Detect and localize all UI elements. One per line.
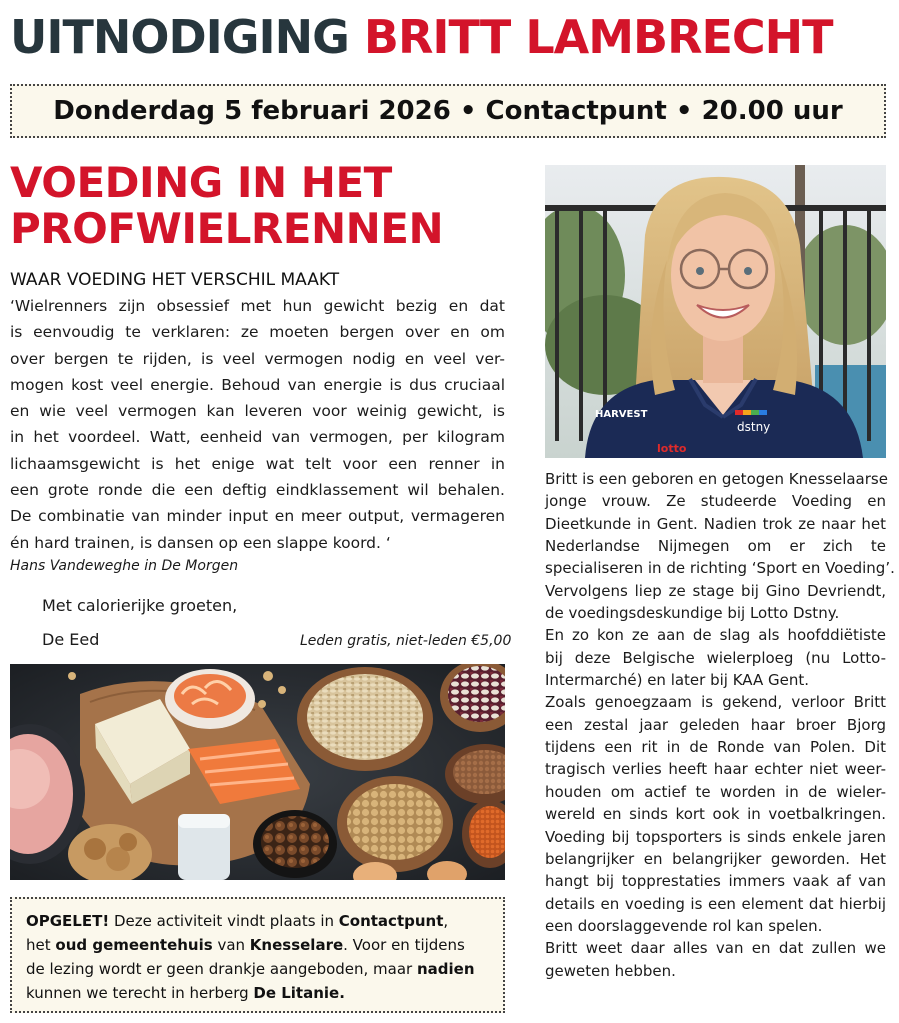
bio-line: bij deze Belgische wielerploeg (nu Lotto- (545, 648, 886, 667)
quote-line: mogen kost veel energie. Behoud van energie is dus cruciaal (10, 375, 505, 394)
notice-box (10, 897, 505, 1013)
shirt-logo-harvest: HARVEST (595, 409, 648, 420)
article-subheading: WAAR VOEDING HET VERSCHIL MAAKT (10, 270, 340, 290)
speaker-bio (545, 468, 895, 982)
notice-text: . Voor en tijdens (343, 936, 465, 954)
shirt-logo-lotto: lotto (657, 442, 687, 455)
bio-line: Voeding bij topsporters is sinds enkele jaren (545, 827, 886, 846)
portrait-photo (545, 165, 886, 458)
notice-text: , (443, 912, 449, 930)
quote-line: in het voordeel. Watt, eenheid van vermogen, per kilogram (10, 428, 505, 447)
portrait-illustration (545, 165, 886, 458)
bio-line: jonge vrouw. Ze studeerde Voeding en (545, 492, 886, 511)
notice-town: Knesselare (249, 936, 344, 954)
notice-line-2 (26, 936, 465, 954)
bio-line: Britt weet daar alles van en dat zullen we (545, 939, 886, 958)
notice-building: oud gemeentehuis (55, 936, 213, 954)
food-photo (10, 664, 505, 880)
quote-line: ‘Wielrenners zijn obsessief met hun gewicht bezig en dat (10, 297, 505, 315)
bio-line: Vervolgens liep ze stage bij Gino Devriendt, (545, 581, 886, 600)
notice-text: Deze activiteit vindt plaats in (109, 912, 339, 930)
article-headline (10, 160, 530, 252)
quote-line: over bergen te rijden, is veel vermogen nodig en veel ver- (10, 349, 505, 368)
bio-line: Intermarché) en later bij KAA Gent. (545, 671, 810, 690)
notice-venue: Contactpunt (338, 912, 444, 930)
bio-line: details en voeding is een element dat hierbij (545, 894, 886, 913)
article-quote (10, 293, 505, 556)
bio-line: Dieetkunde in Gent. Nadien trok ze naar het (545, 514, 886, 533)
notice-warning: OPGELET! (26, 912, 110, 930)
bio-line: specialiseren in de richting ‘Sport en Voeding’. (545, 559, 895, 578)
quote-line: lichaamsgewicht is het enige wat telt voor een renner in (10, 454, 505, 473)
bio-line: belangrijker en belangrijker geworden. Het (545, 849, 886, 868)
bio-line: Nederlandse Nijmegen om er zich te (545, 537, 886, 556)
bio-line: een zestal jaar geleden haar broer Bjorg (545, 715, 886, 734)
shirt-logo-dstny: dstny (737, 420, 771, 434)
bio-line: En zo kon ze aan de slag als hoofddiëtiste (545, 626, 886, 645)
quote-line: en wie veel vermogen kan leveren voor weinig gewicht, is (10, 402, 505, 421)
title-prefix: UITNODIGING (10, 10, 349, 64)
quote-line: is eenvoudig te verklaren: ze moeten bergen over en om (10, 323, 505, 342)
greeting: Met calorierijke groeten, (42, 596, 238, 615)
bio-line: de voedingsdeskundige bij Lotto Dstny. (545, 604, 840, 623)
signature: De Eed (42, 630, 100, 649)
bio-line: houden om actief te worden in de wieler- (545, 782, 886, 801)
headline-line-1: VOEDING IN HET (10, 158, 392, 207)
notice-line-4 (26, 984, 345, 1002)
page-title (10, 4, 895, 70)
admission-fee: Leden gratis, niet-leden €5,00 (300, 633, 512, 649)
notice-pub: De Litanie (253, 984, 340, 1002)
quote-source: Hans Vandeweghe in De Morgen (10, 558, 239, 574)
headline-line-2: PROFWIELRENNEN (10, 204, 444, 253)
notice-afterwards: nadien (417, 960, 475, 978)
notice-text: van (212, 936, 250, 954)
notice-text: het (26, 936, 56, 954)
food-illustration (10, 664, 505, 880)
notice-text: de lezing wordt er geen drankje aangeboden, maar (26, 960, 417, 978)
bio-line: hangt bij topprestaties immers vaak af van (545, 872, 886, 891)
bio-line: tragisch verlies heeft haar echter niet weer- (545, 760, 886, 779)
bio-line: Britt is een geboren en getogen Knesselaarse (545, 470, 888, 488)
quote-line: een grote ronde die een deftig eindklassement wil behalen. (10, 481, 505, 500)
quote-line: De combinatie van minder input en meer output, vermageren (10, 507, 505, 526)
notice-text: . (339, 984, 345, 1002)
bio-line: wereld en sinds kort ook in voetbalkringen. (545, 805, 886, 824)
title-name: BRITT LAMBRECHT (363, 10, 833, 64)
notice-line-1 (26, 912, 448, 930)
bio-line: Zoals genoegzaam is gekend, verloor Britt (545, 693, 886, 712)
notice-line-3 (26, 960, 475, 978)
event-banner: Donderdag 5 februari 2026 • Contactpunt • 20.00 uur (10, 84, 886, 138)
bio-line: een doorslaggevende rol kan spelen. (545, 916, 823, 935)
quote-line: én hard trainen, is dansen op een slappe koord. ‘ (10, 533, 391, 552)
bio-line: geweten hebben. (545, 961, 676, 980)
notice-text: kunnen we terecht in herberg (26, 984, 254, 1002)
bio-line: tijdens een rit in de Ronde van Polen. Dit (545, 738, 886, 757)
